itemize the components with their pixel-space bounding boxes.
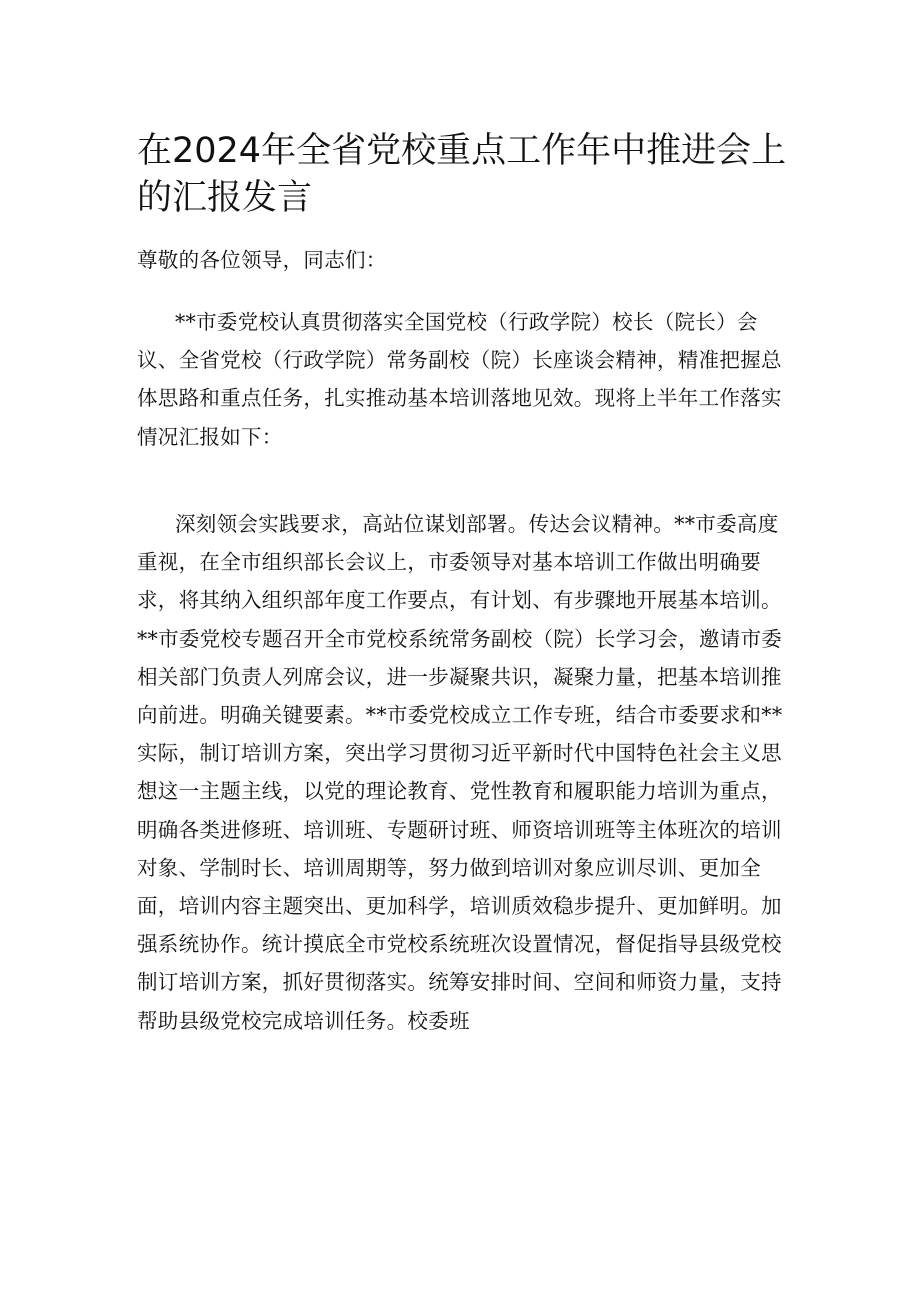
- paragraph-deployment: 深刻领会实践要求，高站位谋划部署。传达会议精神。**市委高度重视，在全市组织部长会议上，市委领导对基本培训工作做出明确要求，将其纳入组织部年度工作要点，有计划、有步骤地开展基本培训。**市委党校专题召开全市党校系统常务副校（院）长学习会，邀请市委相关部门负责人列席会议，进一步凝聚共识，凝聚力量，把基本培训推向前进。明确关键要素。**市委党校成立工作专班，结合市委要求和**实际，制订培训方案，突出学习贯彻习近平新时代中国特色社会主义思想这一主题主线，以党的理论教育、党性教育和履职能力培训为重点，明确各类进修班、培训班、专题研讨班、师资培训班等主体班次的培训对象、学制时长、培训周期等，努力做到培训对象应训尽训、更加全面，培训内容主题突出、更加科学，培训质效稳步提升、更加鲜明。加强系统协作。统计摸底全市党校系统班次设置情况，督促指导县级党校制订培训方案，抓好贯彻落实。统筹安排时间、空间和师资力量，支持帮助县级党校完成培训任务。校委班: [137, 512, 783, 1033]
- document-title: 在2024年全省党校重点工作年中推进会上的汇报发言: [137, 131, 787, 218]
- paragraph-intro: **市委党校认真贯彻落实全国党校（行政学院）校长（院长）会议、全省党校（行政学院）常务副校（院）长座谈会精神，精准把握总体思路和重点任务，扎实推动基本培训落地见效。现将上半年工作落实情况汇报如下：: [137, 310, 782, 449]
- salutation: 尊敬的各位领导，同志们：: [137, 248, 387, 272]
